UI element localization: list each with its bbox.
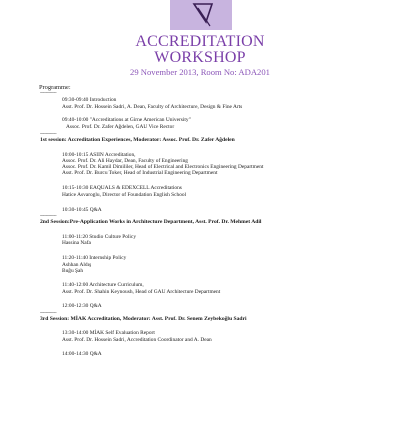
divider: ------------ xyxy=(40,214,57,219)
session2-line: 12:00-12:30 Q&A xyxy=(62,303,102,309)
session2-title: 2nd Session:Pre-Application Works in Architecture Department, Asst. Prof. Dr. Mehmet Adil xyxy=(40,219,262,225)
session3-line: 13:30-14:00 MİAK Self Evaluation Report xyxy=(62,330,155,336)
opening-item-time: 09:30-09:40 Introduction xyxy=(62,97,117,103)
date-room-subtitle: 29 November 2013, Room No: ADA201 xyxy=(130,67,270,77)
session1-line: 10:30-10:45 Q&A xyxy=(62,207,102,213)
session2-line: Ashhan Aldış xyxy=(62,262,92,268)
session3-line: Asst. Prof. Dr. Hossein Sadri, Accreditation Coordinator and A. Dean xyxy=(62,337,212,343)
session1-line: Asst. Prof. Dr. Burcu Toker, Head of Industrial Engineering Department xyxy=(62,170,218,176)
session2-line: Hassina Nafa xyxy=(62,240,91,246)
divider: ------------ xyxy=(40,132,57,137)
opening-item-time: 09:40-10:00 "Accreditations at Girne American University" xyxy=(62,117,191,123)
session1-line: Assoc. Prof. Dr. Ali Haydar, Dean, Faculty of Engineering xyxy=(62,158,188,164)
session1-title: 1st session: Accreditation Experiences, Moderator: Assoc. Prof. Dr. Zafer Ağdelen xyxy=(40,137,235,143)
session1-line: Assoc. Prof. Dr. Kamil Dimililer, Head of Electrical and Electronics Engineering Department xyxy=(62,164,264,170)
session2-line: Buğu Şah xyxy=(62,268,84,274)
session2-line: 11:00-11:20 Studio Culture Policy xyxy=(62,234,137,240)
session1-line: 10:00-10:15 ASIIN Accreditation, xyxy=(62,152,136,158)
page-title-line2: WORKSHOP xyxy=(154,49,246,66)
page-title-line1: ACCREDITATION xyxy=(135,33,265,50)
session2-line: Asst. Prof. Dr. Shahin Keynoush, Head of GAU Architecture Department xyxy=(62,289,221,295)
session3-title: 3rd Session: MİAK Accreditation, Moderator: Asst. Prof. Dr. Senem Zeybekoğlu Sadri xyxy=(40,316,247,322)
workshop-logo xyxy=(170,0,232,30)
divider: ------------ xyxy=(40,91,57,96)
divider: ------------ xyxy=(40,311,57,316)
session2-line: 11:20-11:40 Internship Policy xyxy=(62,255,127,261)
session1-line: Hatice Asvaroglu, Director of Foundation English School xyxy=(62,192,187,198)
opening-item-speaker: Asst. Prof. Dr. Hossein Sadri, A. Dean, Faculty of Architecture, Design & Fine Arts xyxy=(62,104,243,110)
session3-line: 14:00-14:30 Q&A xyxy=(62,351,102,357)
session2-line: 11:40-12:00 Architecture Curriculum, xyxy=(62,282,144,288)
session1-line: 10:15-10:30 EAQUALS & EDEXCELL Accreditations xyxy=(62,185,182,191)
opening-item-speaker: Assoc. Prof. Dr. Zafer Ağdelen, GAU Vice Rector xyxy=(66,124,175,130)
programme-heading: Programme: xyxy=(39,84,71,91)
